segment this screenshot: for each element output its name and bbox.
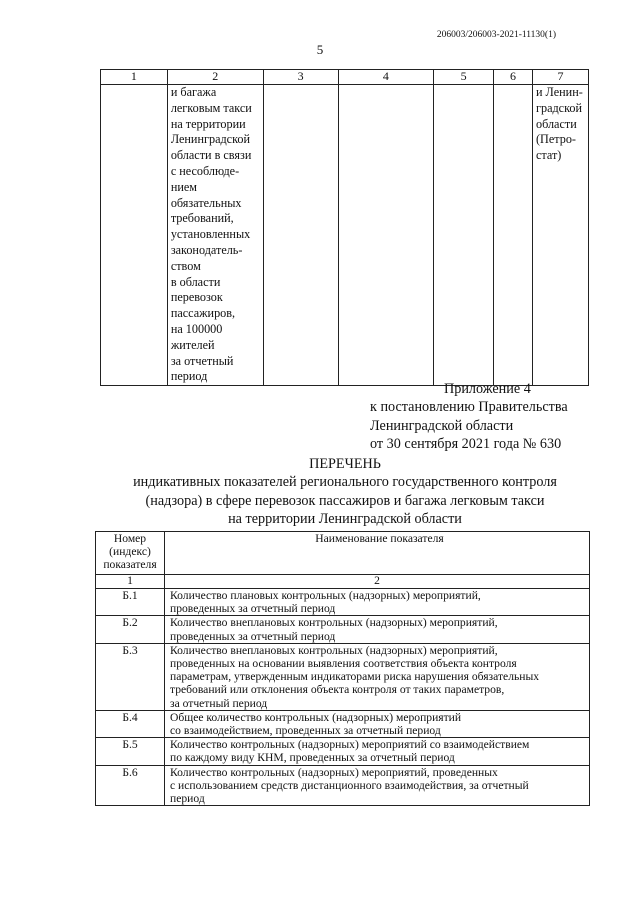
column-number: 4 — [338, 70, 434, 85]
indicator-name: Количество контрольных (надзорных) мероприятий со взаимодействием по каждому виду КНМ, проведенных за отчетный период — [165, 738, 590, 765]
data-source-cell: и Ленин- градской области (Петро- стат) — [532, 85, 588, 386]
column-number: 1 — [101, 70, 168, 85]
table-cell — [494, 85, 533, 386]
appendix-block — [370, 380, 590, 454]
title-line: (надзора) в сфере перевозок пассажиров и багажа легковым такси — [145, 492, 545, 509]
title-line: индикативных показателей регионального государственного контроля — [133, 474, 557, 491]
column-number: 2 — [165, 575, 590, 589]
indicator-name: Количество внеплановых контрольных (надзорных) мероприятий, проведенных за отчетный период — [165, 616, 590, 643]
table-row — [96, 643, 590, 710]
title-line: на территории Ленинградской области — [228, 511, 462, 528]
indicator-index: Б.1 — [96, 589, 165, 616]
column-number: 7 — [532, 70, 588, 85]
table-header-row — [96, 532, 590, 575]
table-row — [96, 710, 590, 737]
appendix-line: к постановлению Правительства — [370, 399, 568, 416]
indicators-table — [95, 531, 590, 806]
document-id: 206003/206003-2021-11130(1) — [436, 30, 556, 40]
table-cell — [434, 85, 494, 386]
table-row — [96, 738, 590, 765]
table-cell — [263, 85, 338, 386]
appendix-title: Приложение 4 — [444, 381, 531, 397]
indicator-name: Количество плановых контрольных (надзорных) мероприятий, проведенных за отчетный период — [165, 589, 590, 616]
indicator-index: Б.4 — [96, 710, 165, 737]
indicator-index: Б.6 — [96, 765, 165, 806]
document-title — [95, 455, 595, 529]
table-row — [96, 765, 590, 806]
table-subheader-row — [96, 575, 590, 589]
indicator-name: Количество внеплановых контрольных (надзорных) мероприятий, проведенных на основании выявления соответствия объекта контроля параметрам, утвержденным индикаторами риска нарушения обязательных требований или отклонения объекта контроля от таких параметров, за отчетный период — [165, 643, 590, 710]
table-header-row — [101, 70, 589, 85]
indicator-index: Б.2 — [96, 616, 165, 643]
header-number-cell: Номер (индекс) показателя — [96, 532, 165, 575]
column-number: 3 — [263, 70, 338, 85]
indicator-name: Общее количество контрольных (надзорных) мероприятий со взаимодействием, проведенных за отчетный период — [165, 710, 590, 737]
column-number: 1 — [96, 575, 165, 589]
table-cell — [101, 85, 168, 386]
table-row — [101, 85, 589, 386]
title-heading: ПЕРЕЧЕНЬ — [309, 456, 381, 472]
column-number: 6 — [494, 70, 533, 85]
indicator-name: Количество контрольных (надзорных) мероприятий, проведенных с использованием средств дистанционного взаимодействия, за отчетный период — [165, 765, 590, 806]
table-row — [96, 589, 590, 616]
column-number: 2 — [167, 70, 263, 85]
appendix-line: от 30 сентября 2021 года № 630 — [370, 436, 562, 453]
indicator-description-cell: и багажа легковым такси на территории Ленинградской области в связи с несоблюде- нием обязательных требований, установленных законодатель- ством в области перевозок пассажиров, на 100000 жителей за отчетный период — [167, 85, 263, 386]
page-number: 5 — [316, 42, 324, 57]
table-cell — [338, 85, 434, 386]
continuation-table — [100, 69, 589, 386]
indicator-index: Б.5 — [96, 738, 165, 765]
indicator-index: Б.3 — [96, 643, 165, 710]
appendix-line: Ленинградской области — [370, 417, 514, 434]
header-name-cell: Наименование показателя — [165, 532, 590, 575]
column-number: 5 — [434, 70, 494, 85]
table-row — [96, 616, 590, 643]
